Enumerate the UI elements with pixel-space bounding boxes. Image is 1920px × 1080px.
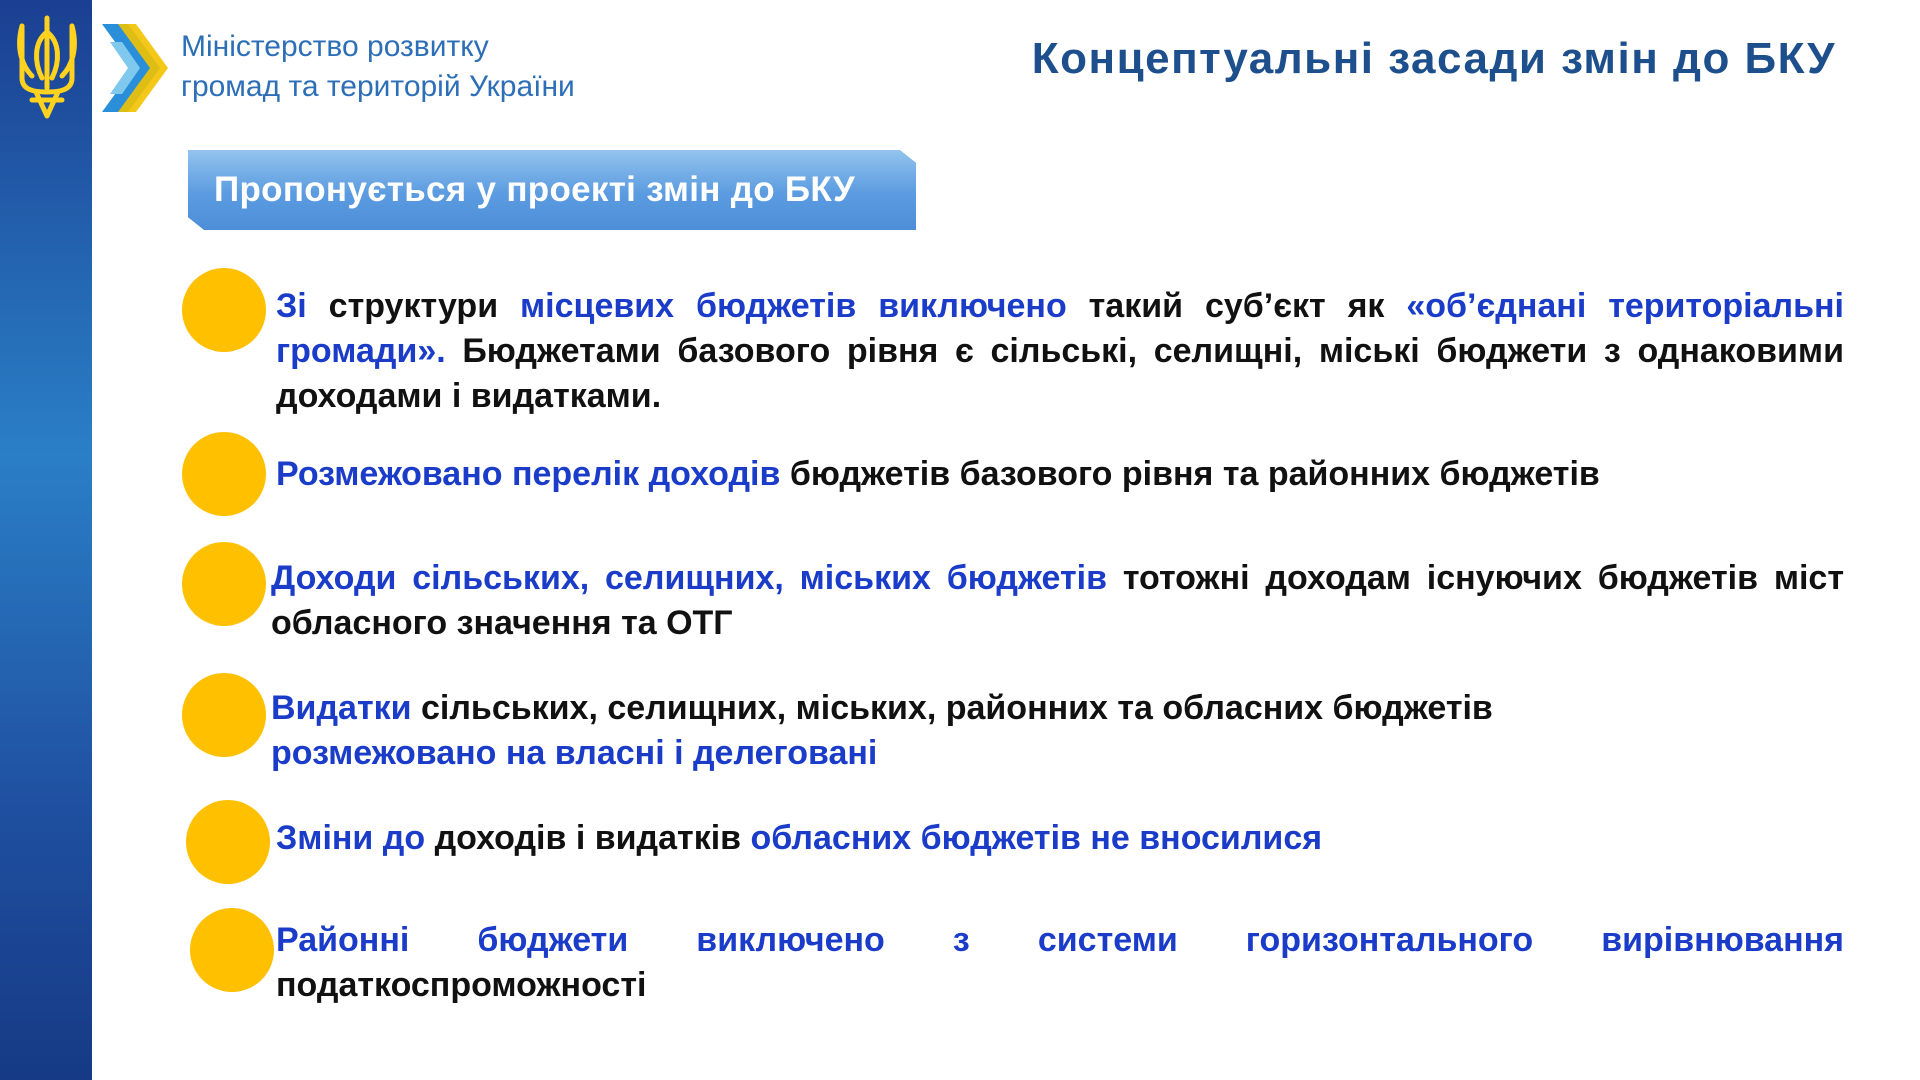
item-text: структури [306,287,521,325]
bullet-circle [182,432,266,516]
item-text: податкоспроможності [276,966,647,1004]
item-text-highlight: Видатки [271,689,412,727]
list-item [271,556,1844,646]
left-sidebar-bar [0,0,92,1080]
bullet-circle [182,673,266,757]
item-text-highlight: обласних бюджетів не вносилися [750,819,1323,857]
ministry-name-line1: Міністерство розвитку [181,30,489,63]
ministry-name-line2: громад та територій України [181,70,575,103]
list-item [276,284,1844,419]
ministry-logo-icon [98,20,170,116]
bullet-circle [186,800,270,884]
item-text-highlight: Доходи сільських, селищних, міських бюджетів [271,559,1108,597]
item-text-highlight: «об’єднані територіальні громади». [276,287,1844,370]
ministry-name [181,27,575,107]
item-text: тотожні доходам існуючих бюджетів міст обласного значення та ОТГ [271,559,1844,642]
item-text-highlight: Районні бюджети виключено з системи горизонтального вирівнювання [276,921,1844,959]
item-text-highlight: Зі [276,287,307,325]
item-text: Бюджетами базового рівня є сільські, селищні, міські бюджети з однаковими доходами і видатками. [276,332,1844,415]
ukraine-trident-icon [12,12,82,124]
item-text: такий суб’єкт як [1066,287,1407,325]
item-text-highlight: Розмежовано перелік доходів [276,455,781,493]
bullet-circle [182,542,266,626]
item-text: бюджетів базового рівня та районних бюджетів [780,455,1600,493]
item-text: доходів і видатків [425,819,751,857]
item-text-highlight: розмежовано на власні і делеговані [271,734,878,772]
item-text-highlight: Зміни до [276,819,426,857]
item-text-highlight: місцевих бюджетів виключено [520,287,1067,325]
page-title: Концептуальні засади змін до БКУ [1031,34,1836,83]
item-text: сільських, селищних, міських, районних та обласних бюджетів [411,689,1493,727]
list-item [276,918,1844,1008]
list-item [276,816,1844,861]
bullet-circle [182,268,266,352]
list-item [271,686,1844,776]
ribbon-banner-label: Пропонується у проекті змін до БКУ [214,170,855,209]
list-item [276,452,1844,497]
bullet-circle [190,908,274,992]
